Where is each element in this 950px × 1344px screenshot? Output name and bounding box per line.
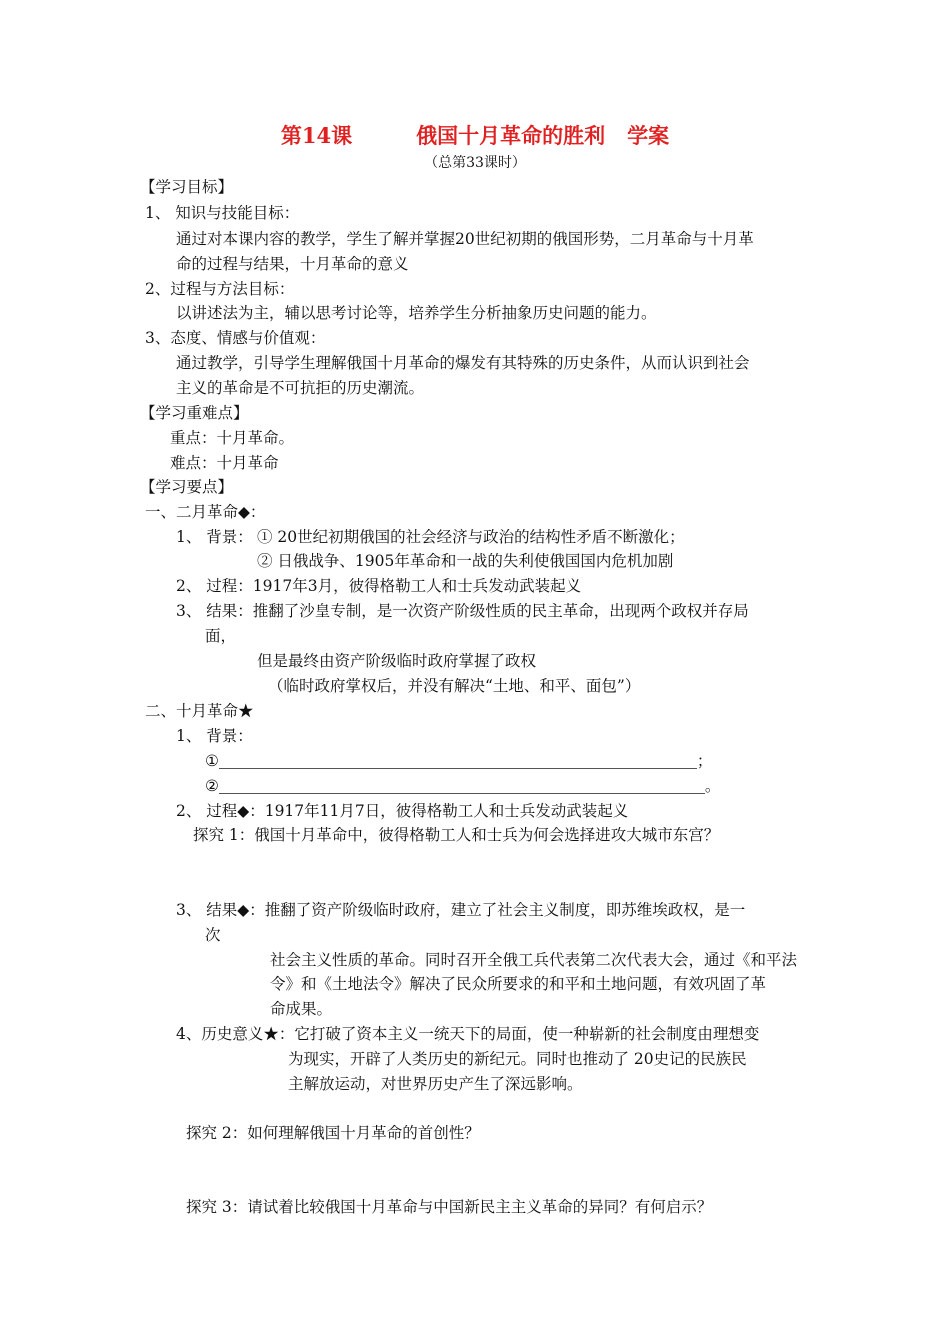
goal-2-label: 2、过程与方法目标：: [145, 280, 295, 298]
feb-background-label: 1、 背景：: [176, 528, 253, 546]
feb-result-line3: 但是最终由资产阶级临时政府掌握了政权: [257, 652, 537, 670]
oct-meaning-line1: 4、历史意义★：它打破了资本主义一统天下的局面，使一种崭新的社会制度由理想变: [176, 1025, 760, 1043]
feb-revolution-title: 一、二月革命◆：: [145, 503, 266, 521]
oct-meaning-line3: 主解放运动，对世界历史产生了深远影响。: [288, 1075, 583, 1093]
inquiry-2: 探究 2：如何理解俄国十月革命的首创性？: [186, 1124, 480, 1142]
oct-meaning-line2: 为现实，开辟了人类历史的新纪元。同时也推动了 20史记的民族民: [288, 1050, 747, 1068]
oct-result-line3: 社会主义性质的革命。同时召开全俄工兵代表第二次代表大会，通过《和平法: [270, 951, 798, 969]
oct-background-blank-2: [205, 775, 720, 797]
points-heading: 【学习要点】: [140, 478, 234, 496]
feb-background-1: ① 20世纪初期俄国的社会经济与政治的结构性矛盾不断激化；: [257, 528, 685, 546]
oct-background-blank-1: [205, 750, 712, 772]
feb-result-note: （临时政府掌权后，并没有解决“土地、和平、面包”）: [268, 677, 641, 695]
difficulty-heading: 【学习重难点】: [140, 404, 249, 422]
lesson-number: 第14课: [280, 123, 353, 148]
goal-2-text: 以讲述法为主，辅以思考讨论等，培养学生分析抽象历史问题的能力。: [176, 304, 657, 322]
goal-3-text-line1: 通过教学，引导学生理解俄国十月革命的爆发有其特殊的历史条件，从而认识到社会: [176, 354, 750, 372]
oct-background-label: 1、 背景：: [176, 727, 253, 745]
page-title: [0, 122, 950, 150]
feb-result-line2: 面，: [205, 627, 237, 645]
answer-line-2[interactable]: [219, 777, 705, 794]
total-period: （总第33课时）: [424, 155, 526, 171]
lesson-kind: 学案: [627, 123, 670, 148]
blank-2-mark: ②: [205, 777, 219, 795]
hard-point: 难点：十月革命: [170, 454, 279, 472]
goal-1-text-line2: 命的过程与结果，十月革命的意义: [176, 255, 409, 273]
oct-revolution-title: 二、十月革命★: [145, 702, 254, 720]
blank-1-mark: ①: [205, 752, 219, 770]
feb-background-2: ② 日俄战争、1905年革命和一战的失利使俄国国内危机加剧: [257, 552, 674, 570]
oct-result-line1: 3、 结果◆：推翻了资产阶级临时政府，建立了社会主义制度，即苏维埃政权，是一: [176, 901, 746, 919]
oct-result-line4: 令》和《土地法令》解决了民众所要求的和平和土地问题，有效巩固了革: [270, 975, 767, 993]
lesson-name: 俄国十月革命的胜利: [416, 123, 606, 148]
key-point: 重点：十月革命。: [170, 429, 295, 447]
oct-result-line5: 命成果。: [270, 1000, 333, 1018]
goals-heading: 【学习目标】: [140, 178, 234, 196]
blank-2-end: 。: [704, 777, 721, 795]
goal-3-label: 3、态度、情感与价值观：: [145, 329, 326, 347]
goal-3-text-line2: 主义的革命是不可抗拒的历史潮流。: [176, 379, 425, 397]
feb-result-line1: 3、 结果：推翻了沙皇专制，是一次资产阶级性质的民主革命，出现两个政权并存局: [176, 602, 749, 620]
oct-process: 2、 过程◆：1917年11月7日，彼得格勒工人和士兵发动武装起义: [176, 802, 629, 820]
oct-result-line2: 次: [205, 926, 221, 944]
feb-process: 2、 过程：1917年3月，彼得格勒工人和士兵发动武装起义: [176, 577, 582, 595]
inquiry-1: 探究 1：俄国十月革命中，彼得格勒工人和士兵为何会选择进攻大城市东宫？: [193, 826, 720, 844]
blank-1-end: ；: [696, 752, 713, 770]
inquiry-3: 探究 3：请试着比较俄国十月革命与中国新民主主义革命的异同？有何启示？: [186, 1198, 713, 1216]
goal-1-label: 1、 知识与技能目标：: [145, 204, 300, 222]
goal-1-text-line1: 通过对本课内容的教学，学生了解并掌握20世纪初期的俄国形势，二月革命与十月革: [176, 230, 754, 248]
answer-line-1[interactable]: [219, 752, 697, 769]
